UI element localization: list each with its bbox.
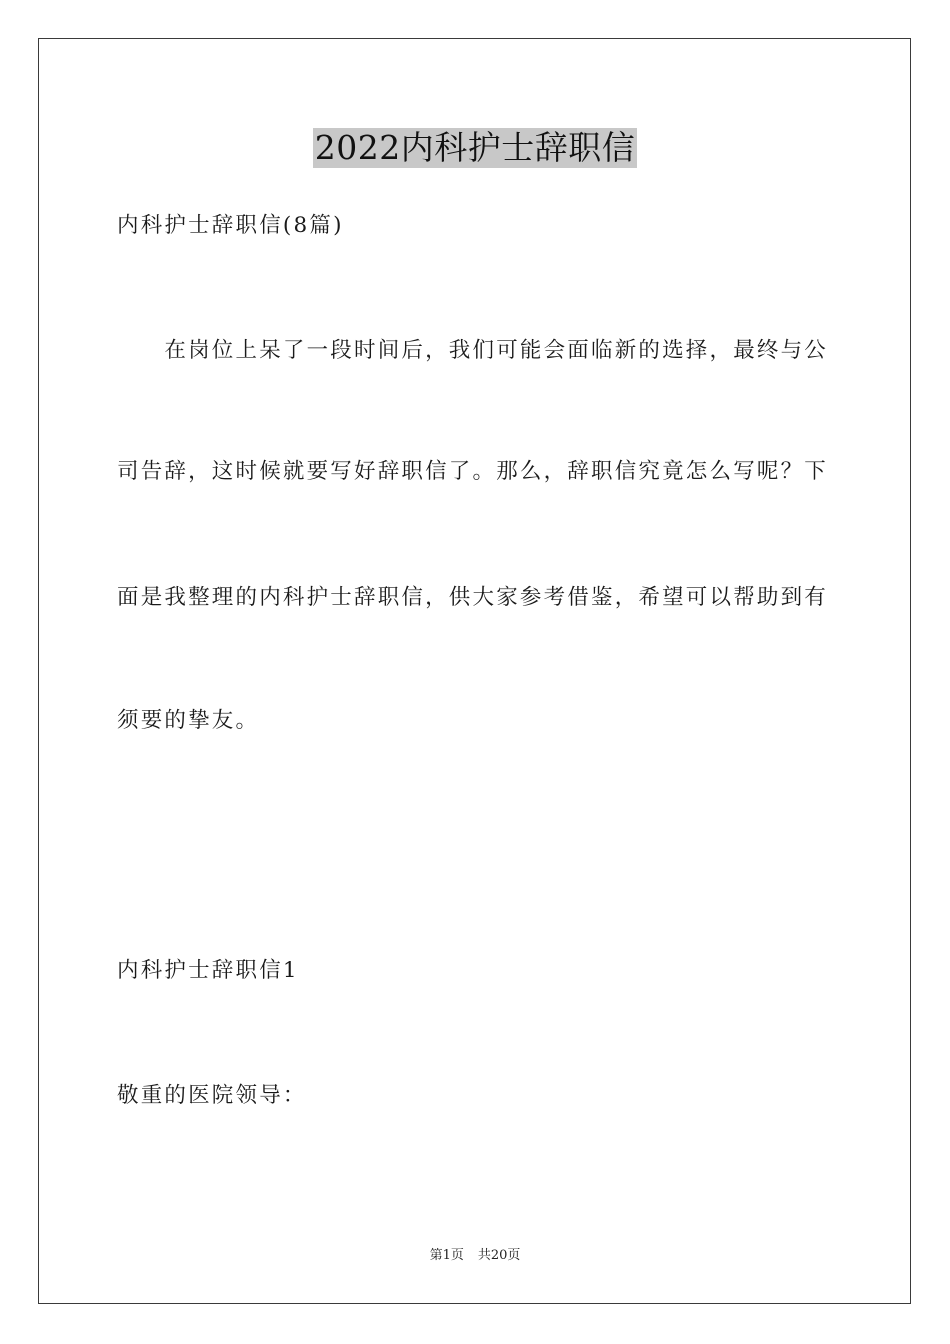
salutation: 敬重的医院领导： (117, 1083, 307, 1108)
page-number: 第1页 (429, 1248, 464, 1263)
page-total: 共20页 (477, 1248, 521, 1263)
title-container (0, 128, 950, 168)
intro-line-4: 须要的挚友。 (117, 708, 260, 733)
intro-line-2: 司告辞，这时候就要写好辞职信了。那么，辞职信究竟怎么写呢？下 (117, 459, 829, 484)
page-footer (0, 1247, 950, 1265)
document-subtitle: 内科护士辞职信(8篇) (117, 213, 344, 238)
document-title: 2022内科护士辞职信 (314, 128, 636, 167)
intro-line-3: 面是我整理的内科护士辞职信，供大家参考借鉴，希望可以帮助到有 (117, 585, 829, 610)
intro-line-1: 在岗位上呆了一段时间后，我们可能会面临新的选择，最终与公 (117, 338, 829, 363)
section-heading: 内科护士辞职信1 (117, 958, 299, 983)
